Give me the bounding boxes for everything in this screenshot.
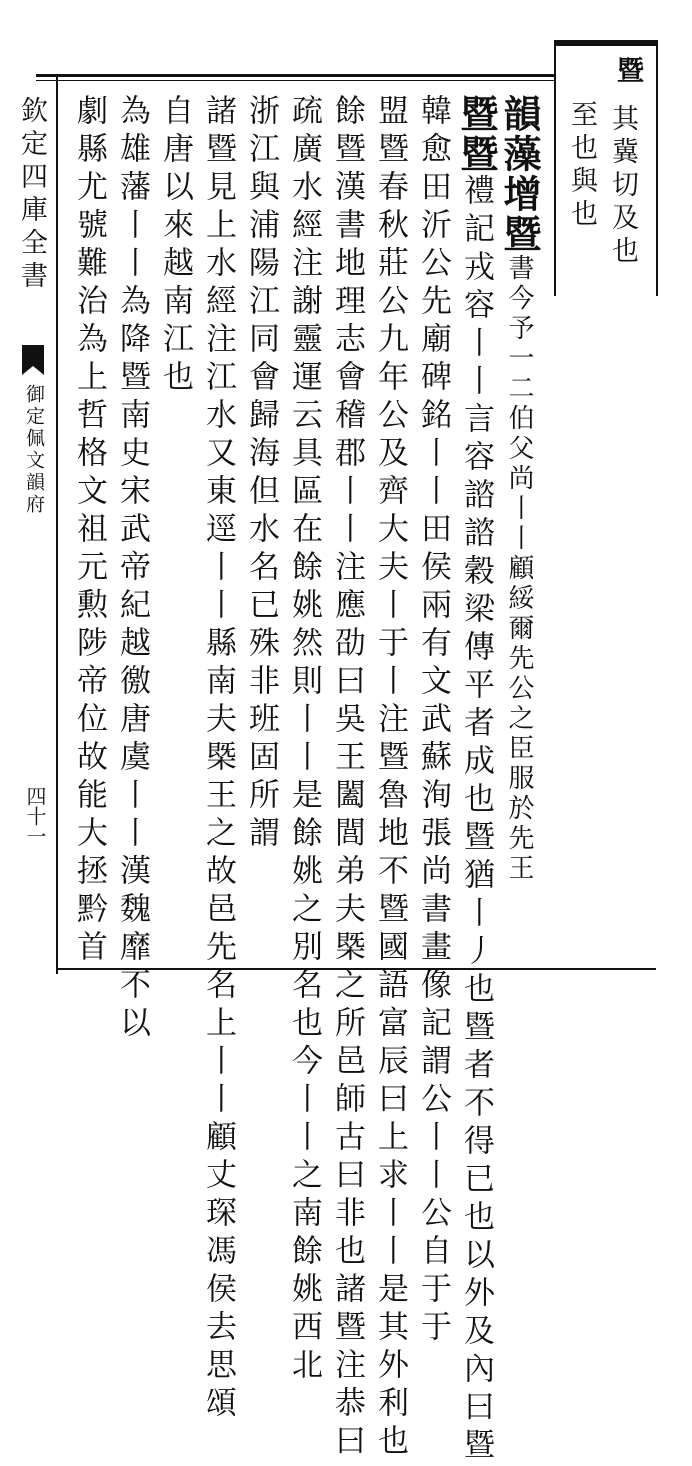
text-column-11	[70, 94, 107, 974]
text-column-1	[497, 94, 542, 974]
column-text: 浙江與浦陽江同會歸海但水名已殊非班固所謂	[243, 94, 279, 854]
column-text: 韓愈田沂公先廟碑銘丨丨田侯兩有文武蘇洵張尚書畫像記謂公丨丨公自于于	[415, 94, 451, 1348]
top-border	[36, 74, 556, 77]
margin-title: 欽定四庫全書	[16, 96, 47, 294]
column-text: 書今予一二伯父尚丨丨顧綏爾先公之臣服於先王	[504, 254, 534, 884]
fishtail-mark	[22, 345, 44, 375]
column-text: 自唐以來越南江也	[157, 94, 193, 398]
column-text: 禮記戎容丨丨言容諮諮穀梁傳平者成也暨猶丨丿也暨者不得已也以外及內曰暨	[458, 174, 494, 1466]
text-column-2	[454, 94, 499, 1466]
column-text: 諸暨見上水經注江水又東逕丨丨縣南夫槩王之故邑先名上丨丨顧丈琛馮侯去思頌	[200, 94, 236, 1424]
text-column-4	[371, 94, 408, 1462]
text-column-6	[285, 94, 322, 1386]
header-line-1: 其冀切及也	[607, 104, 638, 269]
margin-subtitle: 御定佩文韻府	[23, 384, 45, 516]
column-text: 疏廣水經注謝靈運云具區在餘姚然則丨丨是餘姚之別名也今丨丨之南餘姚西北	[286, 94, 322, 1386]
text-column-5	[328, 94, 365, 1462]
column-text: 為雄藩丨丨為降暨南史宋武帝紀越徼唐虞丨丨漢魏靡不以	[114, 94, 150, 1044]
page-number: 四十一	[23, 786, 47, 846]
text-column-7	[242, 94, 279, 974]
column-text: 劇縣尤號難治為上哲格文祖元勲陟帝位故能大拯黔首	[71, 94, 107, 968]
headword: 韻藻增暨	[497, 94, 542, 254]
column-text: 餘暨漢書地理志會稽郡丨丨注應劭曰吳王闔閭弟夫槩之所邑師古曰非也諸暨注恭曰	[329, 94, 365, 1462]
left-border	[56, 74, 58, 974]
headword: 暨暨	[454, 94, 499, 174]
text-column-8	[199, 94, 236, 1424]
header-headword: 暨	[612, 56, 643, 89]
text-column-9	[156, 94, 193, 974]
text-column-3	[414, 94, 451, 1348]
header-line-2: 至也與也	[566, 100, 597, 232]
text-column-10	[113, 94, 150, 1044]
column-text: 盟暨春秋莊公九年公及齊大夫丨于丨注暨魯地不暨國語富辰曰上求丨丨是其外利也	[372, 94, 408, 1462]
top-border-inner	[36, 80, 556, 81]
